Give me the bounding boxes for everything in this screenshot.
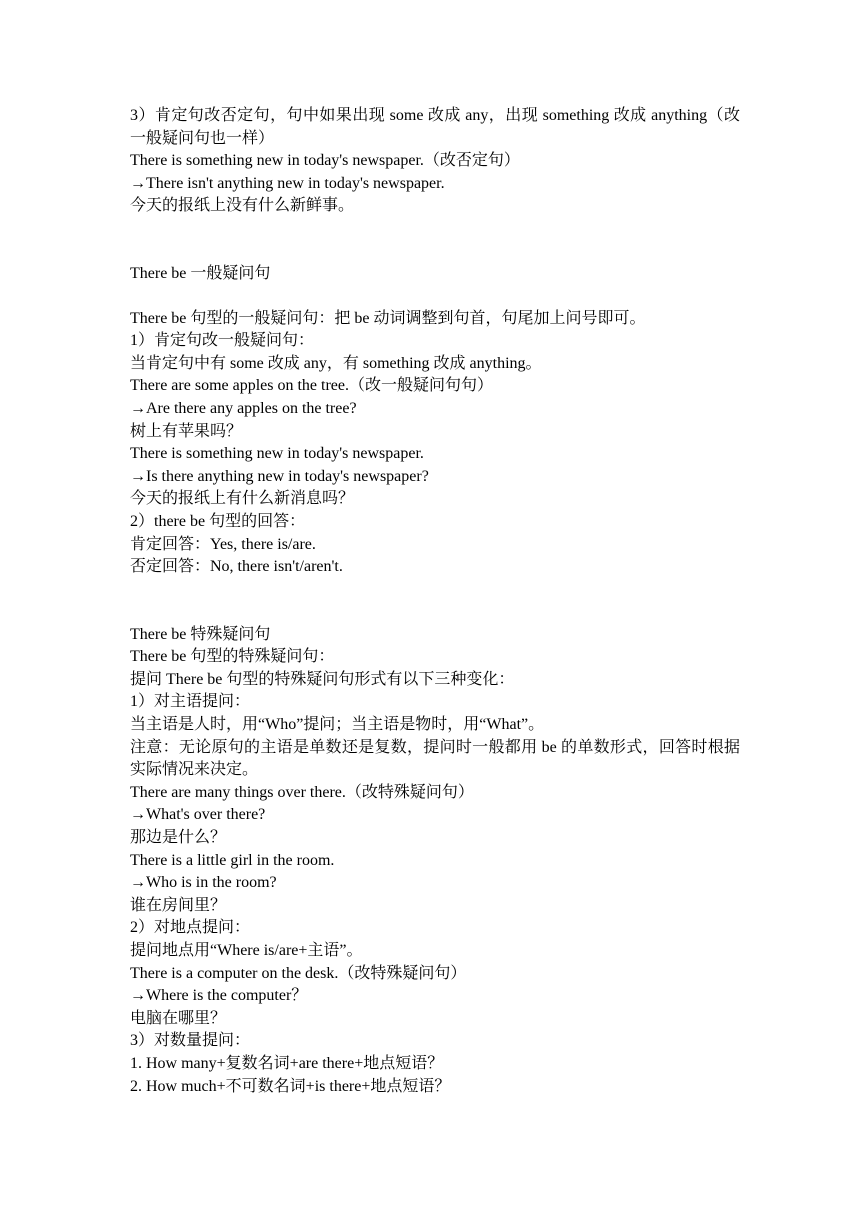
example-sentence: There is something new in today's newspaper. xyxy=(130,445,424,463)
spacer xyxy=(130,286,740,308)
answer-sentence: →There isn't anything new in today's newspaper. xyxy=(130,174,445,192)
negative-section xyxy=(130,105,740,218)
translation-text: 今天的报纸上没有什么新鲜事。 xyxy=(130,197,355,215)
pattern-text: 1. How many+复数名词+are there+地点短语？ xyxy=(130,1054,444,1072)
example-sentence: There is a computer on the desk.（改特殊疑问句） xyxy=(130,964,467,982)
answer-sentence: →Are there any apples on the tree? xyxy=(130,399,357,417)
special-question-section xyxy=(130,624,740,1098)
translation-text: 电脑在哪里？ xyxy=(130,1009,227,1027)
rule-detail: 提问地点用“Where is/are+主语”。 xyxy=(130,942,363,959)
section-heading: There be 特殊疑问句 xyxy=(130,625,271,643)
rule-text: 1）肯定句改一般疑问句： xyxy=(130,332,315,350)
answer-sentence: →Who is in the room? xyxy=(130,874,277,892)
answer-sentence: →What's over there? xyxy=(130,806,266,824)
spacer xyxy=(130,218,740,263)
subheading: There be 句型的特殊疑问句： xyxy=(130,648,335,666)
rule-text: 3）肯定句改否定句，句中如果出现 some 改成 any，出现 something 改成 anything（改一般疑问句也一样） xyxy=(130,107,740,147)
translation-text: 今天的报纸上有什么新消息吗？ xyxy=(130,490,355,508)
section-heading: There be 一般疑问句 xyxy=(130,264,271,282)
pattern-text: 2. How much+不可数名词+is there+地点短语？ xyxy=(130,1077,451,1095)
example-sentence: There are some apples on the tree.（改一般疑问句句） xyxy=(130,377,494,395)
rule-text: 2）there be 句型的回答： xyxy=(130,512,306,530)
answer-sentence: →Is there anything new in today's newspaper? xyxy=(130,467,429,485)
positive-answer: 肯定回答：Yes, there is/are. xyxy=(130,535,316,553)
document-page xyxy=(130,105,740,1098)
intro-text: There be 句型的一般疑问句：把 be 动词调整到句首，句尾加上问号即可。 xyxy=(130,309,646,327)
general-question-section xyxy=(130,263,740,579)
intro-text: 提问 There be 句型的特殊疑问句形式有以下三种变化： xyxy=(130,670,515,688)
example-sentence: There are many things over there.（改特殊疑问句） xyxy=(130,783,474,801)
example-sentence: There is a little girl in the room. xyxy=(130,851,335,869)
negative-answer: 否定回答：No, there isn't/aren't. xyxy=(130,558,343,576)
note-text: 注意：无论原句的主语是单数还是复数，提问时一般都用 be 的单数形式，回答时根据实际情况来决定。 xyxy=(130,738,740,779)
rule-detail: 当主语是人时，用“Who”提问；当主语是物时，用“What”。 xyxy=(130,716,545,734)
rule-text: 1）对主语提问： xyxy=(130,693,251,711)
translation-text: 树上有苹果吗？ xyxy=(130,422,243,440)
rule-detail: 当肯定句中有 some 改成 any，有 something 改成 anything。 xyxy=(130,354,542,372)
rule-text: 2）对地点提问： xyxy=(130,919,251,937)
rule-text: 3）对数量提问： xyxy=(130,1032,251,1050)
example-sentence: There is something new in today's newspaper.（改否定句） xyxy=(130,152,520,170)
answer-sentence: →Where is the computer？ xyxy=(130,987,308,1005)
translation-text: 那边是什么？ xyxy=(130,829,227,847)
spacer xyxy=(130,579,740,624)
translation-text: 谁在房间里？ xyxy=(130,896,227,914)
